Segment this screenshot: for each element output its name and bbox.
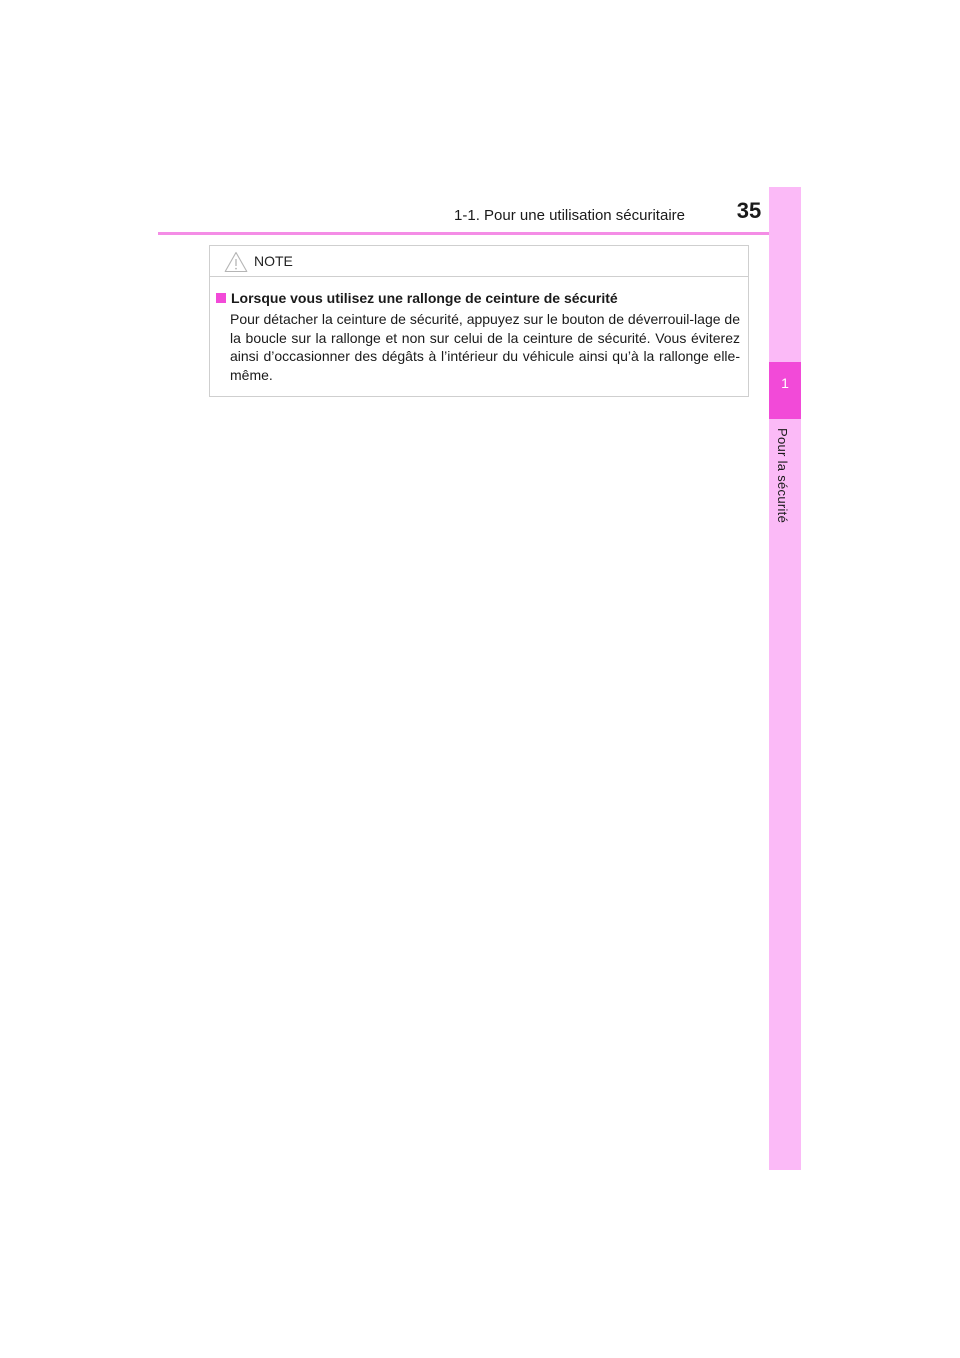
header-rule [158,232,800,235]
square-bullet-icon [216,293,226,303]
note-body [210,277,748,384]
page-number: 35 [736,198,762,223]
chapter-side-tab [769,187,801,1170]
note-item-heading [216,290,740,306]
note-label: NOTE [254,253,293,269]
chapter-number: 1 [781,375,789,391]
chapter-label: Pour la sécurité [775,428,790,524]
warning-triangle-icon [224,251,248,273]
note-header [210,246,748,277]
note-box [209,245,749,397]
note-item-heading-text: Lorsque vous utilisez une rallonge de ceinture de sécurité [231,290,618,306]
note-item-text: Pour détacher la ceinture de sécurité, appuyez sur le bouton de déverrouil-lage de la boucle sur la rallonge et non sur celui de la ceinture de sécurité. Vous éviterez ainsi d’occasionner des dégâts à l’intérieur du véhicule ainsi qu’à la rallonge elle-même. [230,311,740,383]
section-title: 1-1. Pour une utilisation sécuritaire [454,207,685,224]
